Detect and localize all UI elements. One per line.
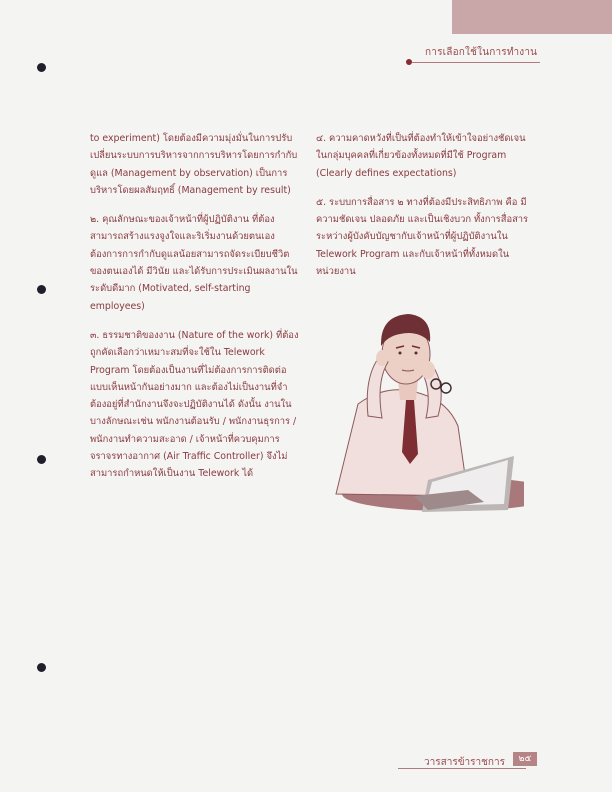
paragraph: to experiment) โดยต้องมีความมุ่งมั่นในการปรับเปลี่ยนระบบการบริหารจากการบริหารโดยการกำกับดูแล (Management by observation) เป็นการบริหารโดยผลสัมฤทธิ์ (Management by result) [90,133,298,196]
man-at-laptop-illustration [318,296,524,514]
binder-hole [37,455,46,464]
binder-hole [37,285,46,294]
binder-hole [37,663,46,672]
footer-journal-title: วารสารข้าราชการ [424,757,505,768]
paragraph: ๒. คุณลักษณะของเจ้าหน้าที่ผู้ปฏิบัติงาน ที่ต้องสามารถสร้างแรงจูงใจและริเริ่มงานด้วยตนเอง ต้องการการกำกับดูแลน้อยสามารถจัดระเบียบชีวิตของตนเองได้ มีวินัย และได้รับการประเมินผลงานในระดับดีมาก (Motivated, self-starting employees) [90,214,298,312]
footer-rule [398,768,526,769]
running-header: การเลือกใช้ในการทำงาน [425,47,538,58]
page-number-badge: ๒๕ [513,752,537,766]
paragraph: ๕. ระบบการสื่อสาร ๒ ทางที่ต้องมีประสิทธิภาพ คือ มีความชัดเจน ปลอดภัย และเป็นเชิงบวก ทั้งการสื่อสารระหว่างผู้บังคับบัญชากับเจ้าหน้าที่ผู้ปฏิบัติงานใน Telework Program และกับเจ้าหน้าที่ทั้งหมดในหน่วยงาน [316,196,529,278]
paragraph: ๓. ธรรมชาติของงาน (Nature of the work) ที่ต้องถูกคัดเลือกว่าเหมาะสมที่จะใช้ใน Telework Program โดยต้องเป็นงานที่ไม่ต้องการการติดต่อแบบเห็นหน้ากันอย่างมาก และต้องไม่เป็นงานที่จำต้องอยู่ที่สำนักงานจึงจะปฏิบัติงานได้ ดังนั้น งานในบางลักษณะเช่น พนักงานต้อนรับ / พนักงานธุรการ / พนักงานทำความสะอาด / เจ้าหน้าที่ควบคุมการจราจรทางอากาศ (Air Traffic Controller) จึงไม่สามารถกำหนดให้เป็นงาน Telework ได้ [90,329,299,480]
paragraph: ๔. ความคาดหวังที่เป็นที่ต้องทำให้เข้าใจอย่างชัดเจนในกลุ่มบุคคลที่เกี่ยวข้องทั้งหมดที่มีใช้ Program (Clearly defines expectations) [316,133,526,179]
binder-hole [37,63,46,72]
right-column [316,130,532,292]
header-rule [412,62,540,63]
corner-color-tab [452,0,612,34]
left-column [90,130,302,495]
